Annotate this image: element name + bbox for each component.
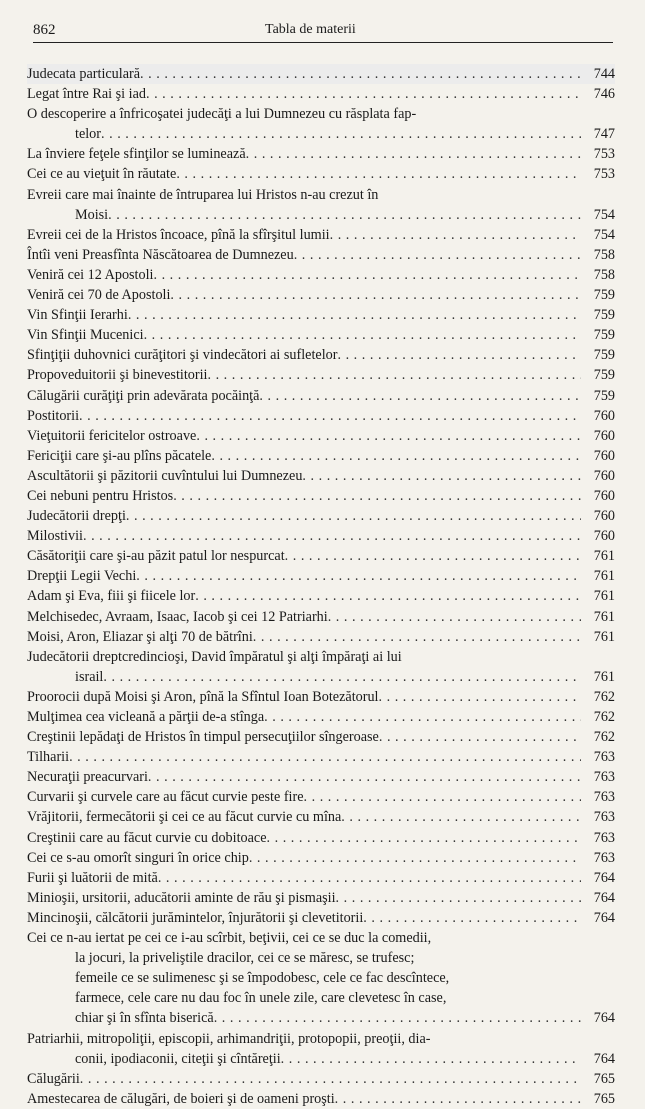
toc-entry: Ascultătorii şi păzitorii cuvîntului lui Dumnezeu . . . 760 — [27, 466, 615, 486]
toc-entry: Tilharii . . . 763 — [27, 747, 615, 767]
toc-entry: Evreii care mai înainte de întruparea lui Hristos n-au crezut în Moisi . . . 754 — [27, 185, 615, 225]
toc-entry: Călugării . . . 765 — [27, 1069, 615, 1089]
toc-entry: Creştinii lepădaţi de Hristos în timpul persecuţiilor sîngeroase . . . 762 — [27, 727, 615, 747]
toc-entry: Cei ce n-au iertat pe cei ce i-au scîrbit, beţivii, cei ce se duc la comedii, la jocuri, la priveliştile dracilor, cei ce se măresc, se trufesc; femeile ce se sulimenesc şi se împodobesc, cele ce fac descîntece, farmece, cele care nu dau foc în unele zile, care clevetesc în case, chiar şi în sfînta biserică . . . 764 — [27, 928, 615, 1028]
table-of-contents — [27, 64, 615, 1109]
toc-entry: Sfinţiţii duhovnici curăţitori şi vindecători ai sufletelor . . . 759 — [27, 345, 615, 365]
toc-entry: Călugării curăţiţi prin adevărata pocăinţă . . . 759 — [27, 386, 615, 406]
toc-entry: Fericiţii care şi-au plîns păcatele . . . 760 — [27, 446, 615, 466]
toc-entry: Creştinii care au făcut curvie cu dobitoace . . . 763 — [27, 828, 615, 848]
toc-entry: Căsătoriţii care şi-au păzit patul lor nespurcat . . . 761 — [27, 546, 615, 566]
toc-entry: Postitorii . . . 760 — [27, 406, 615, 426]
toc-entry: Amestecarea de călugări, de boieri şi de oameni proşti . . . 765 — [27, 1089, 615, 1109]
toc-entry: Cei ce s-au omorît singuri în orice chip . . . 763 — [27, 848, 615, 868]
toc-entry: Vrăjitorii, fermecătorii şi cei ce au făcut curvie cu mîna . . . 763 — [27, 807, 615, 827]
page-number: 862 — [33, 22, 56, 38]
toc-entry: Adam şi Eva, fiii şi fiicele lor . . . 761 — [27, 586, 615, 606]
toc-entry: Moisi, Aron, Eliazar şi alţi 70 de bătrîni . . . 761 — [27, 627, 615, 647]
toc-entry: Veniră cei 70 de Apostoli . . . 759 — [27, 285, 615, 305]
toc-entry: Proorocii după Moisi şi Aron, pînă la Sfîntul Ioan Botezătorul . . . 762 — [27, 687, 615, 707]
running-title: Tabla de materii — [265, 22, 356, 37]
toc-entry: Evreii cei de la Hristos încoace, pînă la sfîrşitul lumii . . . 754 — [27, 225, 615, 245]
toc-entry: Furii şi luătorii de mită . . . 764 — [27, 868, 615, 888]
toc-entry: Propoveduitorii şi binevestitorii . . . 759 — [27, 365, 615, 385]
toc-entry: Întîi veni Preasfînta Născătoarea de Dumnezeu . . . 758 — [27, 245, 615, 265]
toc-entry: Curvarii şi curvele care au făcut curvie peste fire . . . 763 — [27, 787, 615, 807]
toc-entry: Veniră cei 12 Apostoli . . . 758 — [27, 265, 615, 285]
toc-entry: Vieţuitorii fericitelor ostroave . . . 760 — [27, 426, 615, 446]
toc-entry: Vin Sfinţii Ierarhi . . . 759 — [27, 305, 615, 325]
toc-entry: Judecătorii dreptcredincioşi, David împăratul şi alţi împăraţi ai lui israil . . . 761 — [27, 647, 615, 687]
toc-entry: Milostivii . . . 760 — [27, 526, 615, 546]
toc-entry: Melchisedec, Avraam, Isaac, Iacob şi cei 12 Patriarhi . . . 761 — [27, 607, 615, 627]
toc-entry: O descoperire a înfricoşatei judecăţi a lui Dumnezeu cu răsplata fap- telor . . . 747 — [27, 104, 615, 144]
page-header — [33, 18, 613, 43]
toc-entry: Necuraţii preacurvari . . . 763 — [27, 767, 615, 787]
toc-entry: Cei ce au vieţuit în răutate . . . 753 — [27, 164, 615, 184]
toc-entry: Judecătorii drepţi . . . 760 — [27, 506, 615, 526]
toc-entry: Vin Sfinţii Mucenici . . . 759 — [27, 325, 615, 345]
toc-entry: Legat între Rai şi iad . . . 746 — [27, 84, 615, 104]
toc-entry: Judecata particulară . . . 744 — [27, 64, 615, 84]
toc-entry: Mincinoşii, călcătorii jurămintelor, înjurătorii şi clevetitorii . . . 764 — [27, 908, 615, 928]
toc-entry: Drepţii Legii Vechi . . . 761 — [27, 566, 615, 586]
toc-entry: Mulţimea cea vicleană a părţii de-a stînga . . . 762 — [27, 707, 615, 727]
toc-entry: La înviere feţele sfinţilor se luminează . . . 753 — [27, 144, 615, 164]
toc-entry: Patriarhii, mitropoliţii, episcopii, arhimandriţii, protopopii, preoţii, dia- conii, ipodiaconii, citeţii şi cîntăreţii . . . 764 — [27, 1029, 615, 1069]
toc-entry: Minioşii, ursitorii, aducătorii aminte de rău şi pismaşii . . . 764 — [27, 888, 615, 908]
toc-entry: Cei nebuni pentru Hristos . . . 760 — [27, 486, 615, 506]
